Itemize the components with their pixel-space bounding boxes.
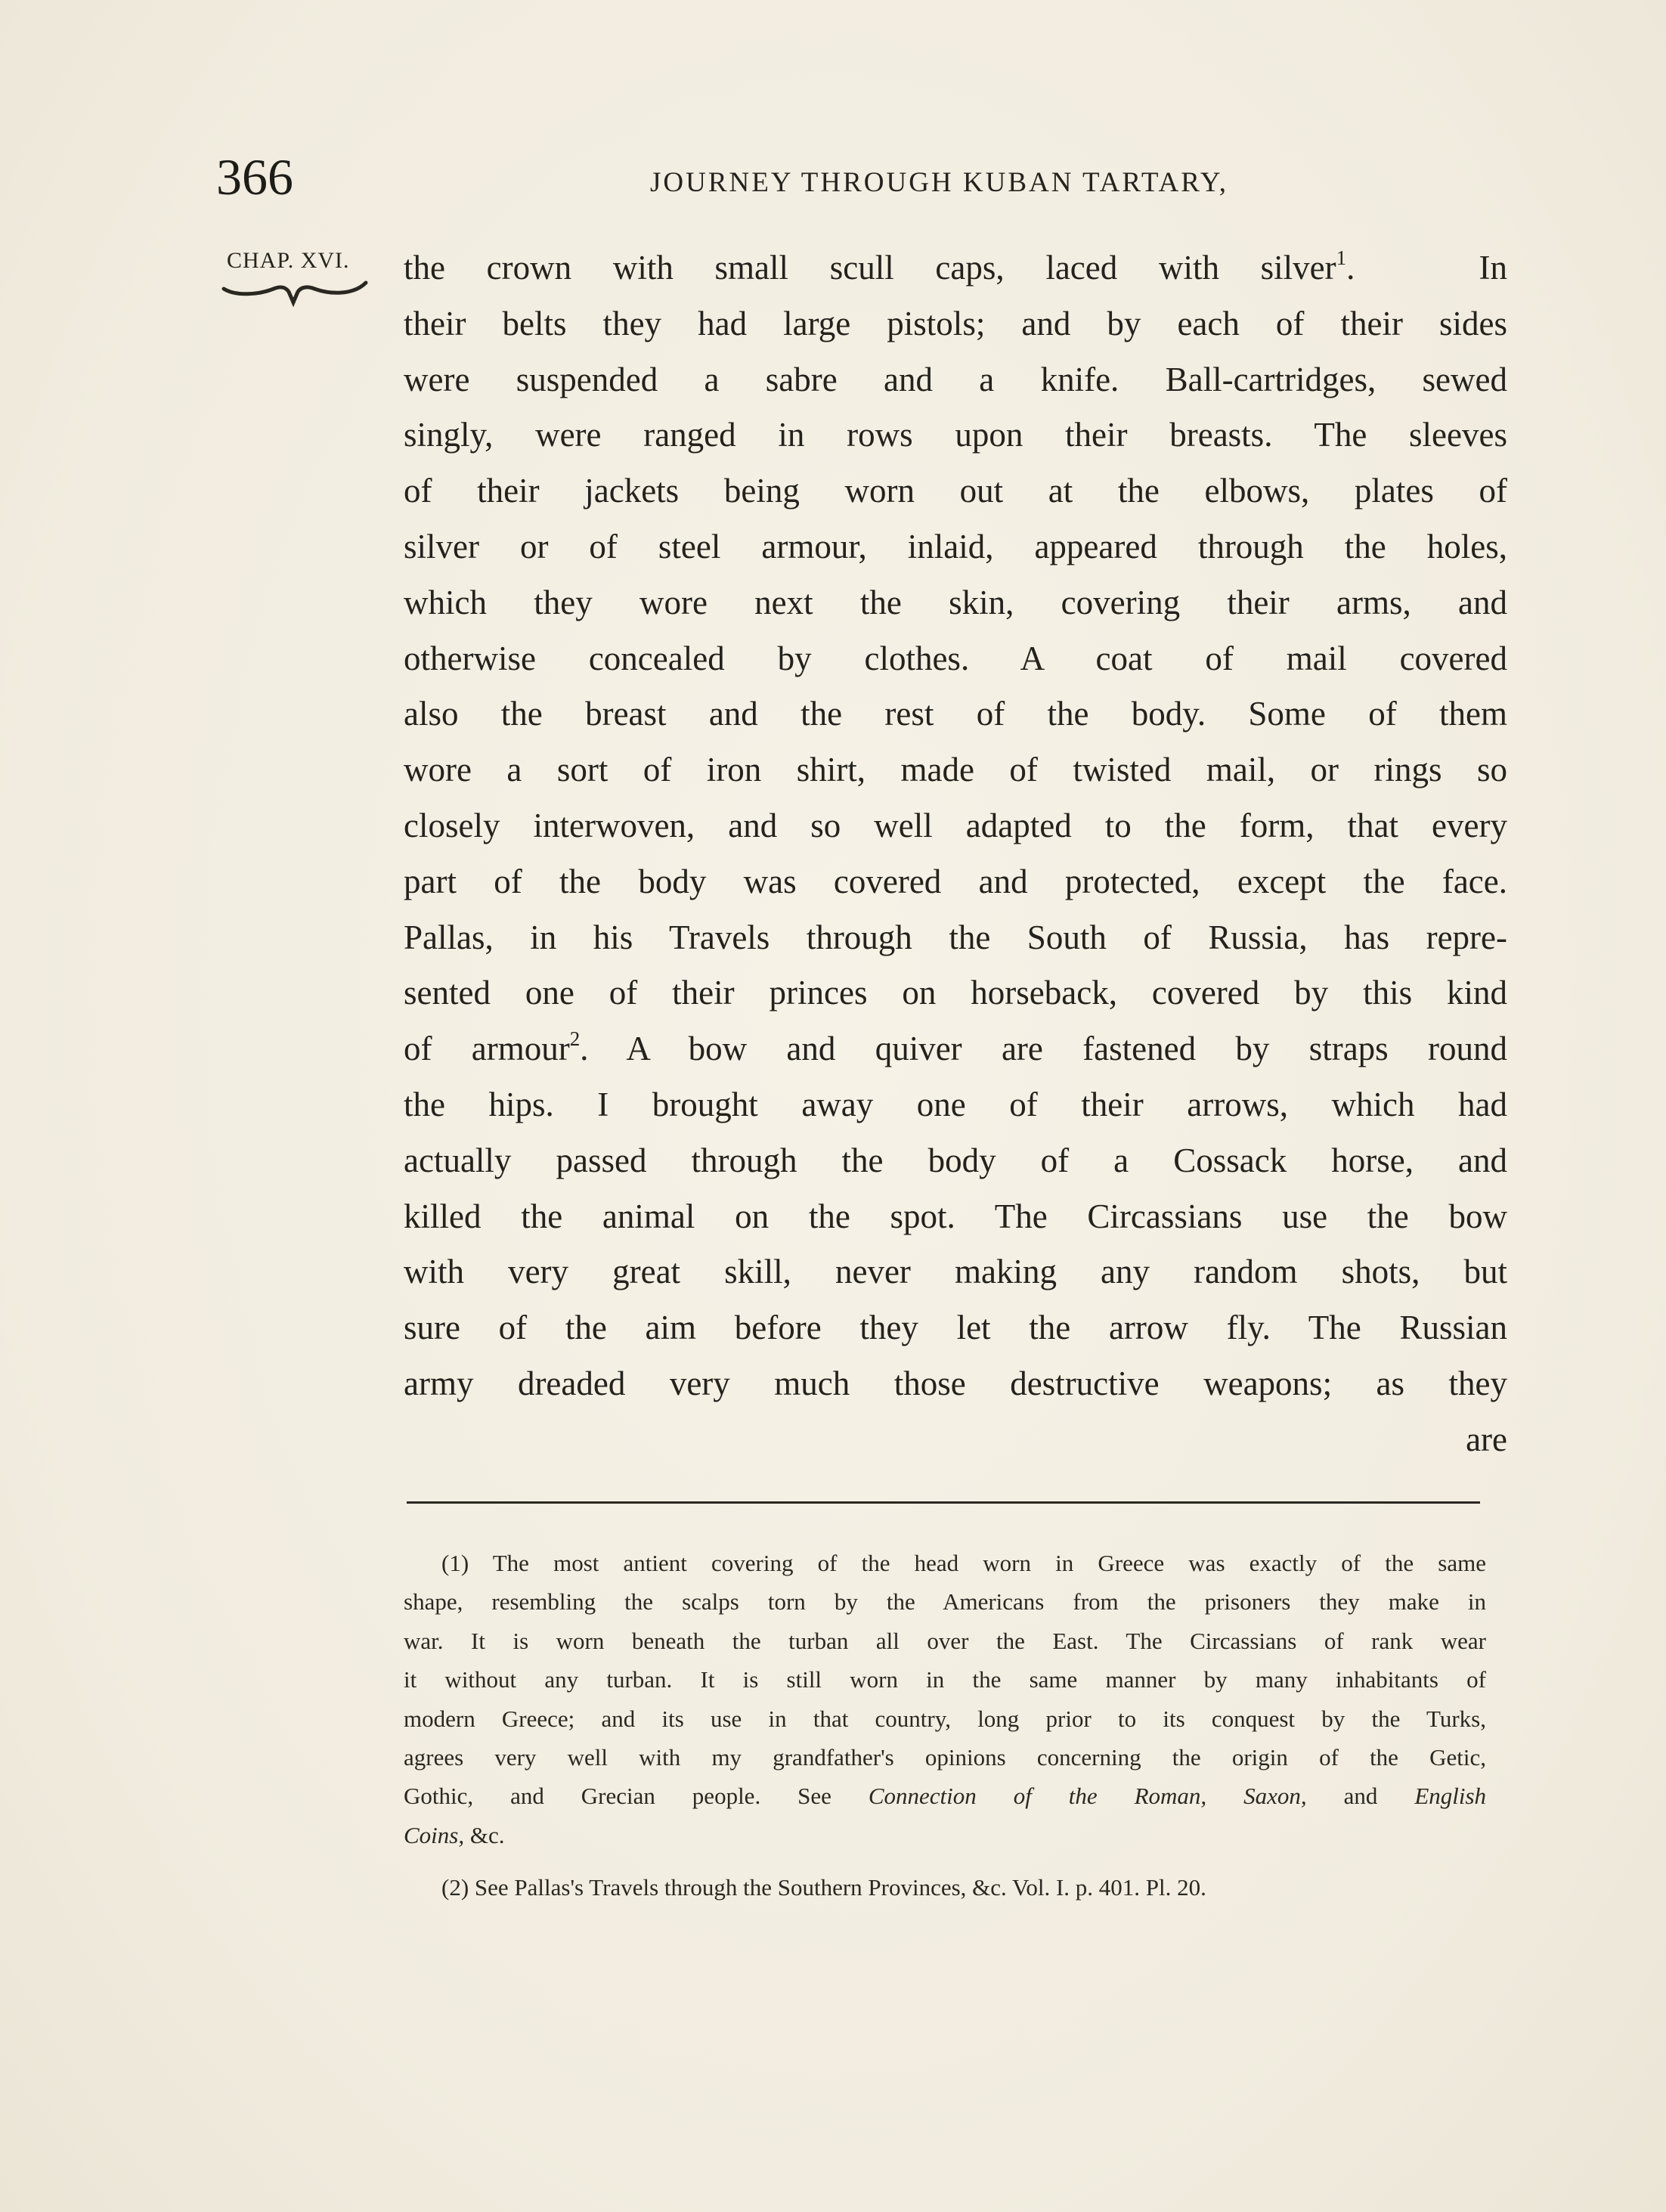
footnote-line: modern Greece; and its use in that country, long prior to its conquest by the Turks, <box>404 1705 1486 1732</box>
footnote-line: (1) The most antient covering of the head worn in Greece was exactly of the same <box>441 1550 1486 1576</box>
body-line: wore a sort of iron shirt, made of twisted mail, or rings so <box>404 751 1507 789</box>
footnote-line: war. It is worn beneath the turban all over the East. The Circassians of rank wear <box>404 1627 1486 1654</box>
body-line: the hips. I brought away one of their arrows, which had <box>404 1085 1507 1123</box>
footnote-line: shape, resembling the scalps torn by the Americans from the prisoners they make in <box>404 1588 1486 1616</box>
body-line: also the breast and the rest of the body. Some of them <box>404 695 1507 733</box>
body-line: Pallas, in his Travels through the South of Russia, has repre- <box>404 918 1507 956</box>
footnote-line: it without any turban. It is still worn in the same manner by many inhabitants of <box>404 1666 1486 1693</box>
body-line: the crown with small scull caps, laced with silver$^1$. In <box>404 246 1507 287</box>
body-line: of armour$^2$. A bow and quiver are fastened by straps round <box>404 1027 1507 1068</box>
footnote-line: agrees very well with my grandfather's opinions concerning the origin of the Getic, <box>404 1743 1486 1771</box>
footnote-marker: 2 <box>569 1027 581 1051</box>
body-line: were suspended a sabre and a knife. Ball-cartridges, sewed <box>404 360 1507 398</box>
body-line: with very great skill, never making any random shots, but <box>404 1253 1507 1291</box>
body-line: of their jackets being worn out at the elbows, plates of <box>404 472 1507 510</box>
body-line: which they wore next the skin, covering their arms, and <box>404 583 1507 621</box>
body-line: otherwise concealed by clothes. A coat of mail covered <box>404 639 1507 677</box>
body-line: closely interwoven, and so well adapted to the form, that every <box>404 806 1507 844</box>
body-text <box>404 240 1507 1468</box>
body-line: sented one of their princes on horseback, covered by this kind <box>404 974 1507 1012</box>
body-line: singly, were ranged in rows upon their breasts. The sleeves <box>404 416 1507 454</box>
footnote-marker: 1 <box>1336 246 1347 270</box>
page-number: 366 <box>216 148 293 206</box>
body-line: their belts they had large pistols; and by each of their sides <box>404 304 1507 342</box>
footnote-rule <box>407 1501 1480 1504</box>
footnote-line: (2) See Pallas's Travels through the Southern Provinces, &c. Vol. I. p. 401. Pl. 20. <box>441 1874 1206 1901</box>
flourish-ornament-icon <box>221 278 372 308</box>
footnote-line: Coins, &c. <box>404 1821 505 1848</box>
chapter-label: CHAP. XVI. <box>227 248 350 273</box>
body-line: actually passed through the body of a Cossack horse, and <box>404 1141 1507 1179</box>
footnotes <box>404 1544 1486 1907</box>
body-line: sure of the aim before they let the arrow fly. The Russian <box>404 1309 1507 1347</box>
running-title: JOURNEY THROUGH KUBAN TARTARY, <box>650 167 1229 198</box>
body-line: part of the body was covered and protected, except the face. <box>404 862 1507 900</box>
body-line: killed the animal on the spot. The Circassians use the bow <box>404 1197 1507 1235</box>
body-line: army dreaded very much those destructive weapons; as they <box>404 1364 1507 1402</box>
footnote-line: Gothic, and Grecian people. See Connection of the Roman, Saxon, and English <box>404 1783 1487 1810</box>
catchword: are <box>1466 1420 1507 1458</box>
body-line: silver or of steel armour, inlaid, appeared through the holes, <box>404 527 1507 565</box>
